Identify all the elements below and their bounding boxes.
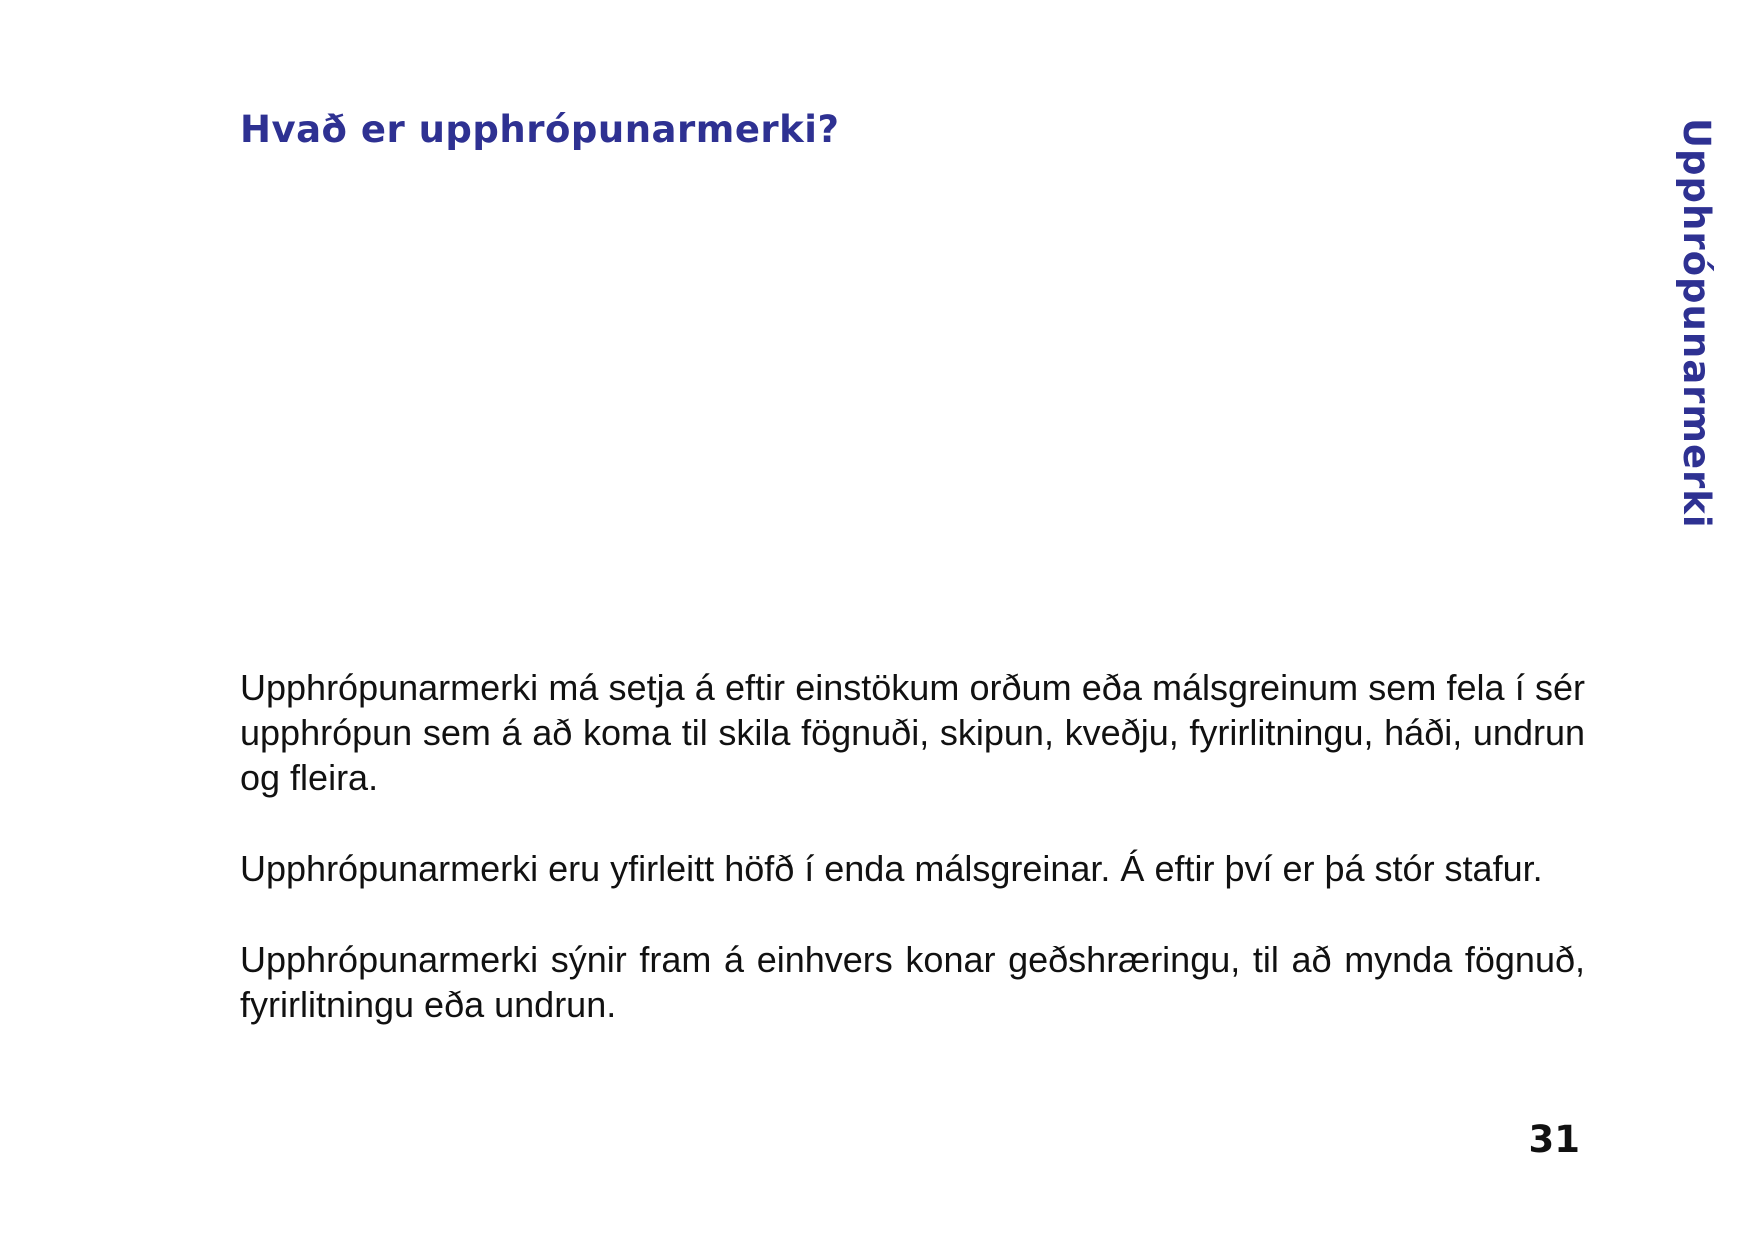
page-number: 31: [1528, 1118, 1580, 1161]
body-text: [240, 665, 1585, 1073]
page-heading: Hvað er upphrópunarmerki?: [240, 108, 840, 151]
paragraph-3: Upphrópunarmerki sýnir fram á einhvers konar geðshræringu, til að mynda fögnuð, fyrirlitningu eða undrun.: [240, 939, 1585, 1025]
paragraph-2: Upphrópunarmerki eru yfirleitt höfð í enda málsgreinar. Á eftir því er þá stór stafur.: [240, 848, 1543, 889]
paragraph-1: Upphrópunarmerki má setja á eftir einstökum orðum eða málsgreinum sem fela í sér upphrópun sem á að koma til skila fögnuði, skipun, kveðju, fyrirlitningu, háði, undrun og fleira.: [240, 667, 1585, 798]
section-side-title: Upphrópunarmerki: [1675, 118, 1718, 529]
